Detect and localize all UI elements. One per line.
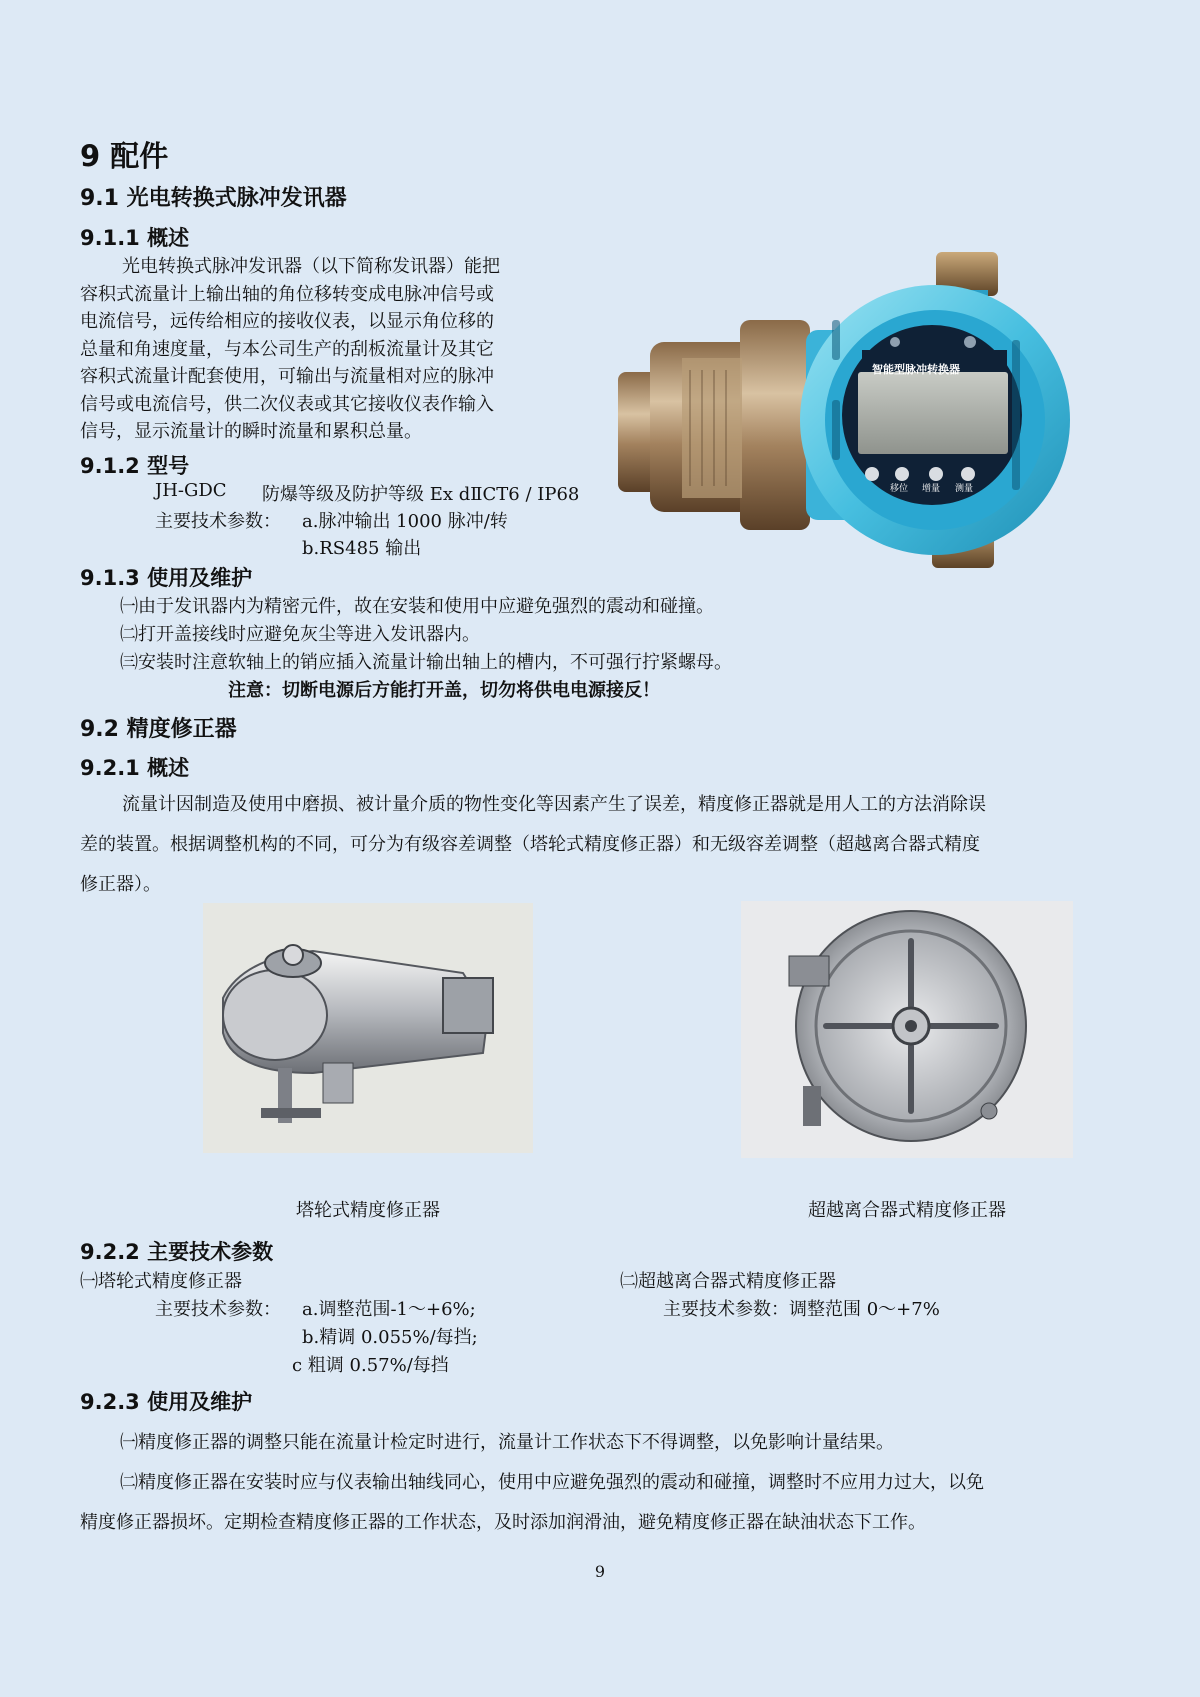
maintenance-item: ㈡打开盖接线时应避免灰尘等进入发讯器内。 [120,624,480,645]
overview-line: 容积式流量计配套使用，可输出与流量相对应的脉冲 [80,366,494,387]
page-number: 9 [594,1562,606,1581]
device-button-label: 移位 [890,484,909,494]
overview-line: 信号或电流信号，供二次仪表或其它接收仪表作输入 [80,393,494,415]
section-9-2-title: 9.2 精度修正器 [80,717,237,742]
corrector-overview-line: 流量计因制造及使用中磨损、被计量介质的物性变化等因素产生了误差，精度修正器就是用人工的方法消除误 [122,794,986,815]
overview-line: 容积式流量计上输出轴的角位移转变成电脉冲信号或 [80,283,494,305]
overview-line: 电流信号，远传给相应的接收仪表，以显示角位移的 [80,311,494,332]
overview-line: 信号，显示流量计的瞬时流量和累积总量。 [80,421,422,442]
params-label: 主要技术参数： [155,511,281,532]
section-9-1-1-title: 9.1.1 概述 [80,226,190,250]
clutch-params: 主要技术参数：调整范围 0～+7% [663,1299,940,1320]
overrunning-clutch-corrector-photo [741,901,1073,1158]
tower-wheel-corrector-photo [203,903,533,1153]
maintenance-item: ㈠由于发讯器内为精密元件，故在安装和使用中应避免强烈的震动和碰撞。 [120,596,714,617]
corrector-overview-line: 修正器）。 [80,874,161,895]
section-9-1-title: 9.1 光电转换式脉冲发讯器 [80,186,347,211]
device-button-label: 增量 [922,484,941,494]
corrector-maintenance-item: ㈡精度修正器在安装时应与仪表输出轴线同心，使用中应避免强烈的震动和碰撞，调整时不应用力过大，以免 [120,1472,984,1493]
corrector-maintenance-item-cont: 精度修正器损坏。定期检查精度修正器的工作状态，及时添加润滑油，避免精度修正器在缺油状态下工作。 [80,1512,926,1533]
maintenance-item: ㈢安装时注意软轴上的销应插入流量计输出轴上的槽内，不可强行拧紧螺母。 [120,652,732,673]
tower-wheel-params-label: 主要技术参数： [155,1299,281,1320]
section-9-2-1-title: 9.2.1 概述 [80,756,190,780]
pulse-transmitter-photo [610,250,1080,580]
overview-paragraph [80,253,500,446]
protection-rating: 防爆等级及防护等级 Ex dⅡCT6 / IP68 [262,484,580,505]
section-9-1-2-title: 9.1.2 型号 [80,454,190,478]
chapter-title: 9 配件 [80,139,169,173]
overview-line: 总量和角速度量，与本公司生产的刮板流量计及其它 [80,338,494,360]
tower-wheel-param-b: b.精调 0.055%/每挡; [302,1327,478,1348]
corrector-overview-line: 差的装置。根据调整机构的不同，可分为有级容差调整（塔轮式精度修正器）和无级容差调整（超越离合器式精度 [80,834,980,855]
section-9-2-2-title: 9.2.2 主要技术参数 [80,1240,274,1264]
param-a: a.脉冲输出 1000 脉冲/转 [302,511,508,532]
corrector-maintenance-item: ㈠精度修正器的调整只能在流量计检定时进行，流量计工作状态下不得调整，以免影响计量结果。 [120,1432,894,1453]
tower-wheel-param-a: a.调整范围-1～+6%; [302,1299,476,1320]
safety-note: 注意：切断电源后方能打开盖，切勿将供电电源接反！ [228,680,660,701]
clutch-params-title: ㈡超越离合器式精度修正器 [620,1271,836,1292]
model-code: JH-GDC [155,480,227,501]
tower-wheel-params-title: ㈠塔轮式精度修正器 [80,1271,242,1292]
section-9-2-3-title: 9.2.3 使用及维护 [80,1390,253,1414]
section-9-1-3-title: 9.1.3 使用及维护 [80,566,253,590]
photo-caption-overrunning-clutch: 超越离合器式精度修正器 [808,1200,1006,1221]
overview-line: 光电转换式脉冲发讯器（以下简称发讯器）能把 [122,256,500,277]
param-b: b.RS485 输出 [302,538,422,559]
device-button-label: 测量 [955,484,974,494]
corrector-overview [80,785,1140,905]
device-display-label: 智能型脉冲转换器 [872,363,960,376]
tower-wheel-param-c: c 粗调 0.57%/每挡 [292,1355,449,1376]
photo-caption-tower-wheel: 塔轮式精度修正器 [296,1200,440,1221]
